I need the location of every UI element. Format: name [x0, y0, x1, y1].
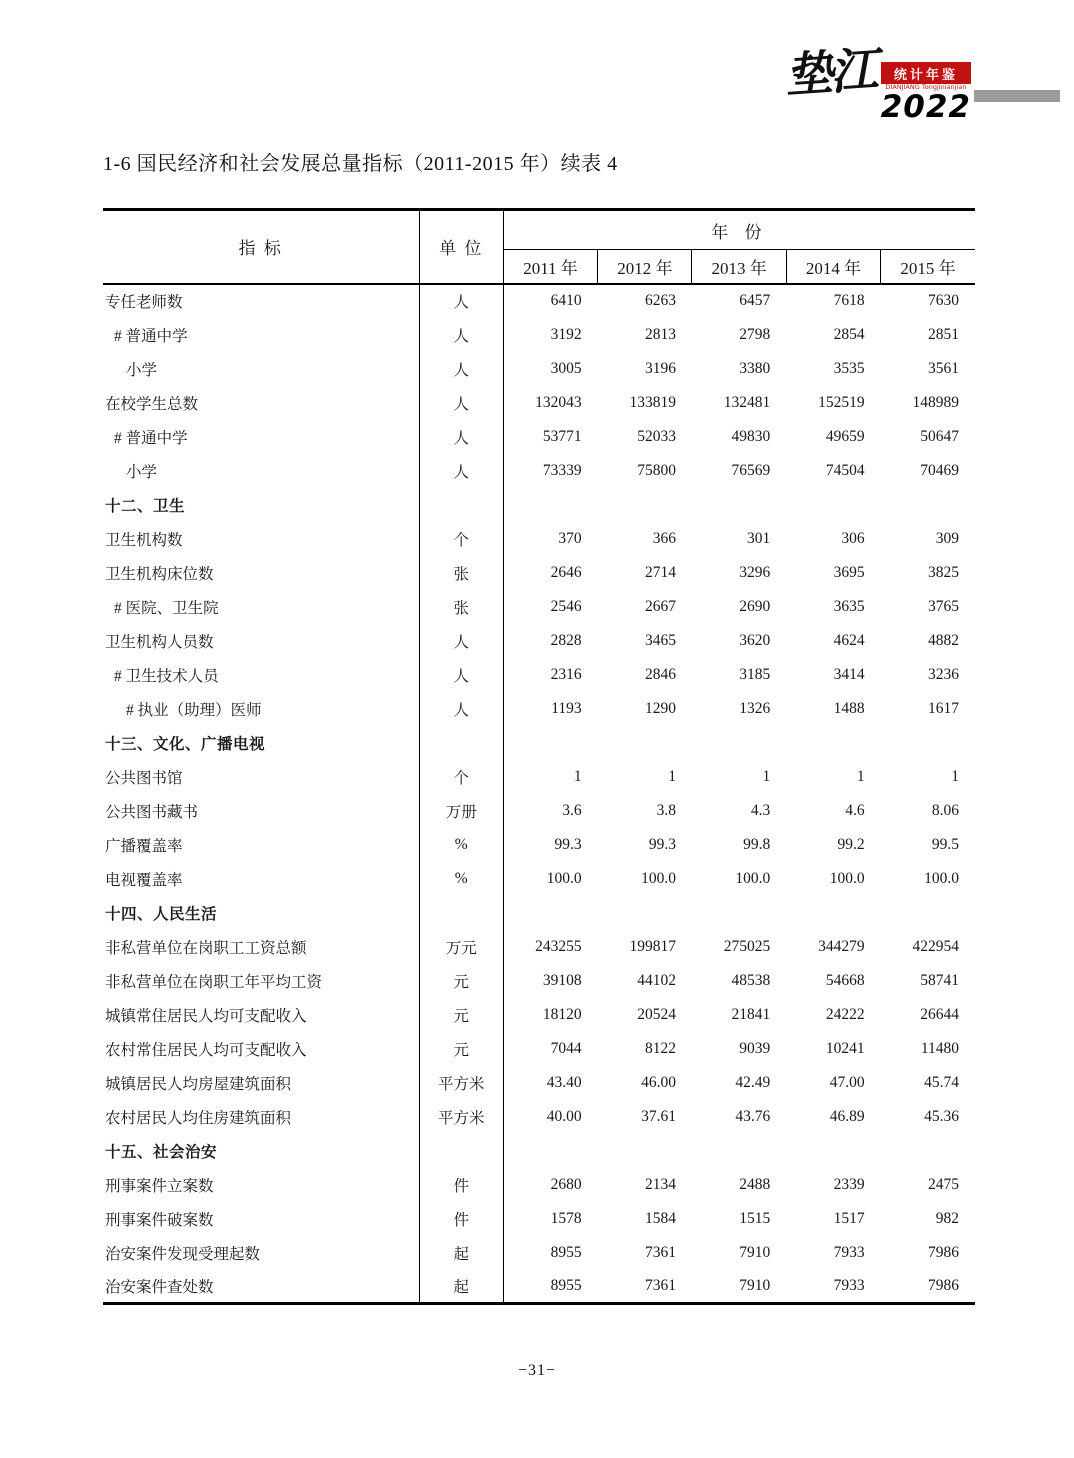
value-cell	[503, 896, 597, 930]
value-cell: 3236	[928, 665, 959, 683]
value-cell: 2851	[928, 325, 959, 343]
unit-cell: 人	[419, 454, 503, 488]
value-cell: 43.76	[735, 1107, 771, 1125]
section-label: 十四、人民生活	[103, 896, 419, 930]
indicator-label: 治安案件查处数	[103, 1270, 419, 1304]
table-row	[103, 624, 975, 658]
value-cell: 2646	[550, 563, 582, 581]
value-cell: 344279	[818, 937, 865, 955]
value-cell: 2690	[739, 597, 771, 615]
value-cell	[503, 488, 597, 522]
table-row	[103, 828, 975, 862]
table-row	[103, 692, 975, 726]
value-cell: 148989	[912, 393, 959, 411]
indicator-label: # 执业（助理）医师	[103, 692, 419, 726]
value-cell: 3.8	[656, 801, 676, 819]
value-cell: 52033	[637, 427, 676, 445]
value-cell: 982	[935, 1209, 959, 1227]
section-row	[103, 896, 975, 930]
logo-banner-text: 统计年鉴	[881, 62, 971, 84]
unit-cell	[419, 896, 503, 930]
value-cell: 18120	[542, 1005, 582, 1023]
logo-calligraphy-text: 垫江	[782, 42, 877, 105]
table-row	[103, 1202, 975, 1236]
value-cell: 75800	[637, 461, 676, 479]
unit-cell: 人	[419, 420, 503, 454]
unit-cell: 人	[419, 352, 503, 386]
value-cell: 3005	[550, 359, 582, 377]
value-cell: 7618	[833, 292, 865, 309]
value-cell: 6410	[550, 292, 582, 309]
value-cell	[598, 726, 692, 760]
table-row	[103, 352, 975, 386]
unit-cell: 人	[419, 284, 503, 318]
unit-cell: 人	[419, 318, 503, 352]
value-cell	[598, 488, 692, 522]
table-row	[103, 454, 975, 488]
table-row	[103, 556, 975, 590]
value-cell	[598, 896, 692, 930]
value-cell: 199817	[629, 937, 676, 955]
value-cell: 3620	[739, 631, 771, 649]
section-row	[103, 1134, 975, 1168]
year-column-header: 2012 年	[598, 250, 692, 284]
table-row	[103, 386, 975, 420]
value-cell: 7933	[833, 1276, 865, 1294]
value-cell: 2667	[644, 597, 676, 615]
value-cell: 2854	[833, 325, 865, 343]
value-cell: 133819	[629, 393, 676, 411]
table-row	[103, 760, 975, 794]
value-cell	[692, 1134, 786, 1168]
indicator-label: 城镇常住居民人均可支配收入	[103, 998, 419, 1032]
indicator-label: 广播覆盖率	[103, 828, 419, 862]
value-cell: 46.89	[829, 1107, 865, 1125]
page-number: −31−	[517, 1362, 557, 1379]
indicator-label: # 卫生技术人员	[103, 658, 419, 692]
year-column-header: 2011 年	[503, 250, 597, 284]
value-cell: 76569	[731, 461, 771, 479]
indicator-label: 卫生机构床位数	[103, 556, 419, 590]
value-cell: 3535	[833, 359, 865, 377]
indicator-label: 刑事案件立案数	[103, 1168, 419, 1202]
unit-cell: 平方米	[419, 1066, 503, 1100]
table-row	[103, 964, 975, 998]
value-cell: 4882	[928, 631, 959, 649]
value-cell	[503, 726, 597, 760]
value-cell	[881, 1134, 975, 1168]
yearbook-logo	[782, 42, 1060, 125]
indicator-label: 农村常住居民人均可支配收入	[103, 1032, 419, 1066]
table-row	[103, 420, 975, 454]
indicator-label: # 普通中学	[103, 420, 419, 454]
value-cell: 3825	[928, 563, 959, 581]
value-cell: 2846	[644, 665, 676, 683]
value-cell: 7933	[833, 1243, 865, 1261]
value-cell: 26644	[920, 1005, 959, 1023]
section-row	[103, 726, 975, 760]
value-cell: 2546	[550, 597, 582, 615]
unit-cell: 件	[419, 1202, 503, 1236]
value-cell	[692, 726, 786, 760]
value-cell: 152519	[818, 393, 865, 411]
unit-cell: 起	[419, 1270, 503, 1304]
value-cell: 306	[841, 529, 865, 547]
value-cell: 1584	[644, 1209, 676, 1227]
value-cell: 99.5	[931, 835, 959, 853]
value-cell: 45.36	[924, 1107, 959, 1125]
value-cell: 11480	[920, 1039, 959, 1057]
unit-cell: 元	[419, 1032, 503, 1066]
unit-cell	[419, 1134, 503, 1168]
value-cell: 2813	[644, 325, 676, 343]
table-row	[103, 590, 975, 624]
logo-subtitle-text: DIANJIANG Tongjinianjian	[885, 83, 967, 91]
value-cell: 43.40	[546, 1073, 582, 1091]
indicator-label: 卫生机构人员数	[103, 624, 419, 658]
value-cell: 7630	[928, 292, 959, 309]
table-row	[103, 862, 975, 896]
value-cell: 10241	[825, 1039, 865, 1057]
value-cell: 3414	[833, 665, 865, 683]
table-row	[103, 930, 975, 964]
value-cell: 8.06	[931, 801, 959, 819]
table-row	[103, 318, 975, 352]
value-cell: 3695	[833, 563, 865, 581]
value-cell: 8122	[644, 1039, 676, 1057]
indicator-label: 治安案件发现受理起数	[103, 1236, 419, 1270]
value-cell	[692, 488, 786, 522]
value-cell	[786, 1134, 880, 1168]
table-row	[103, 1270, 975, 1304]
statistics-table	[103, 208, 975, 1305]
value-cell: 7910	[739, 1276, 771, 1294]
value-cell: 1290	[644, 699, 676, 717]
indicator-label: 公共图书藏书	[103, 794, 419, 828]
value-cell: 1	[951, 767, 959, 785]
year-group-header: 年 份	[503, 210, 975, 250]
value-cell: 2134	[644, 1175, 676, 1193]
table-row	[103, 284, 975, 318]
indicator-label: 非私营单位在岗职工年平均工资	[103, 964, 419, 998]
value-cell: 1	[762, 767, 771, 785]
value-cell: 49659	[825, 427, 865, 445]
value-cell: 47.00	[829, 1073, 865, 1091]
unit-cell: 起	[419, 1236, 503, 1270]
value-cell: 2798	[739, 325, 771, 343]
unit-cell: 件	[419, 1168, 503, 1202]
section-label: 十三、文化、广播电视	[103, 726, 419, 760]
value-cell: 99.3	[554, 835, 582, 853]
unit-cell: 人	[419, 624, 503, 658]
section-label: 十五、社会治安	[103, 1134, 419, 1168]
indicator-label: 农村居民人均住房建筑面积	[103, 1100, 419, 1134]
value-cell: 3185	[739, 665, 771, 683]
value-cell	[786, 726, 880, 760]
value-cell	[881, 896, 975, 930]
value-cell: 20524	[637, 1005, 676, 1023]
table-row	[103, 1066, 975, 1100]
unit-cell	[419, 488, 503, 522]
unit-cell: 张	[419, 556, 503, 590]
value-cell: 3.6	[562, 801, 582, 819]
value-cell	[692, 896, 786, 930]
value-cell: 100.0	[924, 869, 959, 887]
value-cell: 3380	[739, 359, 771, 377]
unit-cell: 万册	[419, 794, 503, 828]
value-cell: 100.0	[735, 869, 771, 887]
value-cell: 243255	[535, 937, 582, 955]
table-header	[103, 210, 975, 284]
value-cell: 6457	[739, 292, 771, 309]
section-row	[103, 488, 975, 522]
value-cell: 49830	[731, 427, 771, 445]
value-cell: 370	[558, 529, 582, 547]
value-cell: 8955	[550, 1276, 582, 1294]
unit-cell: 张	[419, 590, 503, 624]
value-cell: 7361	[644, 1276, 676, 1294]
value-cell: 1326	[739, 699, 771, 717]
value-cell	[881, 726, 975, 760]
value-cell: 1	[573, 767, 582, 785]
value-cell: 99.3	[648, 835, 676, 853]
value-cell: 3561	[928, 359, 959, 377]
value-cell: 7361	[644, 1243, 676, 1261]
value-cell	[786, 896, 880, 930]
unit-cell: 人	[419, 658, 503, 692]
value-cell: 1517	[833, 1209, 865, 1227]
table-row	[103, 1032, 975, 1066]
value-cell: 1	[856, 767, 865, 785]
unit-cell: 人	[419, 386, 503, 420]
indicator-label: 非私营单位在岗职工工资总额	[103, 930, 419, 964]
value-cell: 132481	[723, 393, 771, 411]
value-cell: 7986	[928, 1276, 959, 1294]
value-cell: 4.3	[750, 801, 771, 819]
value-cell: 422954	[912, 937, 959, 955]
value-cell: 132043	[535, 393, 582, 411]
value-cell: 7044	[550, 1039, 582, 1057]
indicator-label: 公共图书馆	[103, 760, 419, 794]
value-cell	[786, 488, 880, 522]
logo-gray-bar	[974, 90, 1060, 102]
value-cell: 45.74	[924, 1073, 959, 1091]
value-cell: 3765	[928, 597, 959, 615]
value-cell: 3192	[550, 325, 582, 343]
value-cell: 301	[747, 529, 771, 547]
table-row	[103, 522, 975, 556]
value-cell: 44102	[637, 971, 676, 989]
unit-cell: 元	[419, 998, 503, 1032]
value-cell: 9039	[739, 1039, 771, 1057]
indicator-label: # 普通中学	[103, 318, 419, 352]
value-cell: 1193	[551, 699, 582, 717]
value-cell: 3196	[644, 359, 676, 377]
indicator-label: 小学	[103, 454, 419, 488]
value-cell	[881, 488, 975, 522]
value-cell: 1578	[550, 1209, 582, 1227]
value-cell: 7910	[739, 1243, 771, 1261]
value-cell: 1515	[739, 1209, 771, 1227]
value-cell: 100.0	[546, 869, 582, 887]
value-cell: 46.00	[641, 1073, 676, 1091]
value-cell: 3465	[644, 631, 676, 649]
indicator-label: 卫生机构数	[103, 522, 419, 556]
page-title: 1-6 国民经济和社会发展总量指标（2011-2015 年）续表 4	[103, 153, 618, 175]
unit-cell: 元	[419, 964, 503, 998]
unit-cell: 平方米	[419, 1100, 503, 1134]
section-label: 十二、卫生	[103, 488, 419, 522]
value-cell: 99.8	[743, 835, 771, 853]
year-column-header: 2014 年	[786, 250, 880, 284]
value-cell: 6263	[644, 292, 676, 309]
unit-cell: 个	[419, 760, 503, 794]
value-cell: 42.49	[735, 1073, 771, 1091]
value-cell: 2488	[739, 1175, 771, 1193]
table-row	[103, 658, 975, 692]
value-cell: 1	[668, 767, 676, 785]
value-cell	[503, 1134, 597, 1168]
header-row-top	[103, 210, 975, 250]
value-cell: 309	[935, 529, 959, 547]
unit-cell: 万元	[419, 930, 503, 964]
value-cell: 3296	[739, 563, 771, 581]
value-cell: 2316	[550, 665, 582, 683]
value-cell: 53771	[542, 427, 582, 445]
value-cell: 58741	[920, 971, 959, 989]
value-cell: 100.0	[829, 869, 865, 887]
value-cell	[598, 1134, 692, 1168]
value-cell: 2475	[928, 1175, 959, 1193]
value-cell: 54668	[825, 971, 865, 989]
value-cell: 74504	[825, 461, 865, 479]
value-cell: 1617	[928, 699, 959, 717]
table-row	[103, 1100, 975, 1134]
value-cell: 21841	[731, 1005, 771, 1023]
value-cell: 48538	[731, 971, 771, 989]
value-cell: 8955	[550, 1243, 582, 1261]
unit-cell: %	[419, 862, 503, 896]
value-cell: 37.61	[641, 1107, 676, 1125]
table-row	[103, 794, 975, 828]
indicator-label: 城镇居民人均房屋建筑面积	[103, 1066, 419, 1100]
value-cell: 366	[652, 529, 676, 547]
table-body	[103, 284, 975, 1304]
logo-right-block	[881, 62, 971, 123]
value-cell: 4.6	[845, 801, 865, 819]
indicator-label: # 医院、卫生院	[103, 590, 419, 624]
value-cell: 275025	[723, 937, 771, 955]
value-cell: 39108	[542, 971, 582, 989]
unit-cell: %	[419, 828, 503, 862]
value-cell: 99.2	[837, 835, 865, 853]
indicator-label: 在校学生总数	[103, 386, 419, 420]
value-cell: 73339	[542, 461, 582, 479]
table-row	[103, 998, 975, 1032]
value-cell: 4624	[833, 631, 865, 649]
indicator-column-header: 指 标	[103, 210, 419, 284]
indicator-label: 刑事案件破案数	[103, 1202, 419, 1236]
value-cell: 100.0	[641, 869, 676, 887]
indicator-label: 专任老师数	[103, 284, 419, 318]
logo-year-text: 2022	[880, 88, 971, 125]
table-row	[103, 1168, 975, 1202]
year-column-header: 2013 年	[692, 250, 786, 284]
year-column-header: 2015 年	[881, 250, 975, 284]
indicator-label: 小学	[103, 352, 419, 386]
value-cell: 2828	[550, 631, 582, 649]
unit-column-header: 单 位	[419, 210, 503, 284]
unit-cell: 个	[419, 522, 503, 556]
table-row	[103, 1236, 975, 1270]
unit-cell: 人	[419, 692, 503, 726]
value-cell: 3635	[833, 597, 865, 615]
value-cell: 2680	[550, 1175, 582, 1193]
value-cell: 2714	[644, 563, 676, 581]
value-cell: 70469	[920, 461, 959, 479]
value-cell: 1488	[833, 699, 865, 717]
value-cell: 40.00	[546, 1107, 582, 1125]
unit-cell	[419, 726, 503, 760]
value-cell: 7986	[928, 1243, 959, 1261]
value-cell: 50647	[920, 427, 959, 445]
value-cell: 2339	[833, 1175, 865, 1193]
indicator-label: 电视覆盖率	[103, 862, 419, 896]
value-cell: 24222	[825, 1005, 865, 1023]
